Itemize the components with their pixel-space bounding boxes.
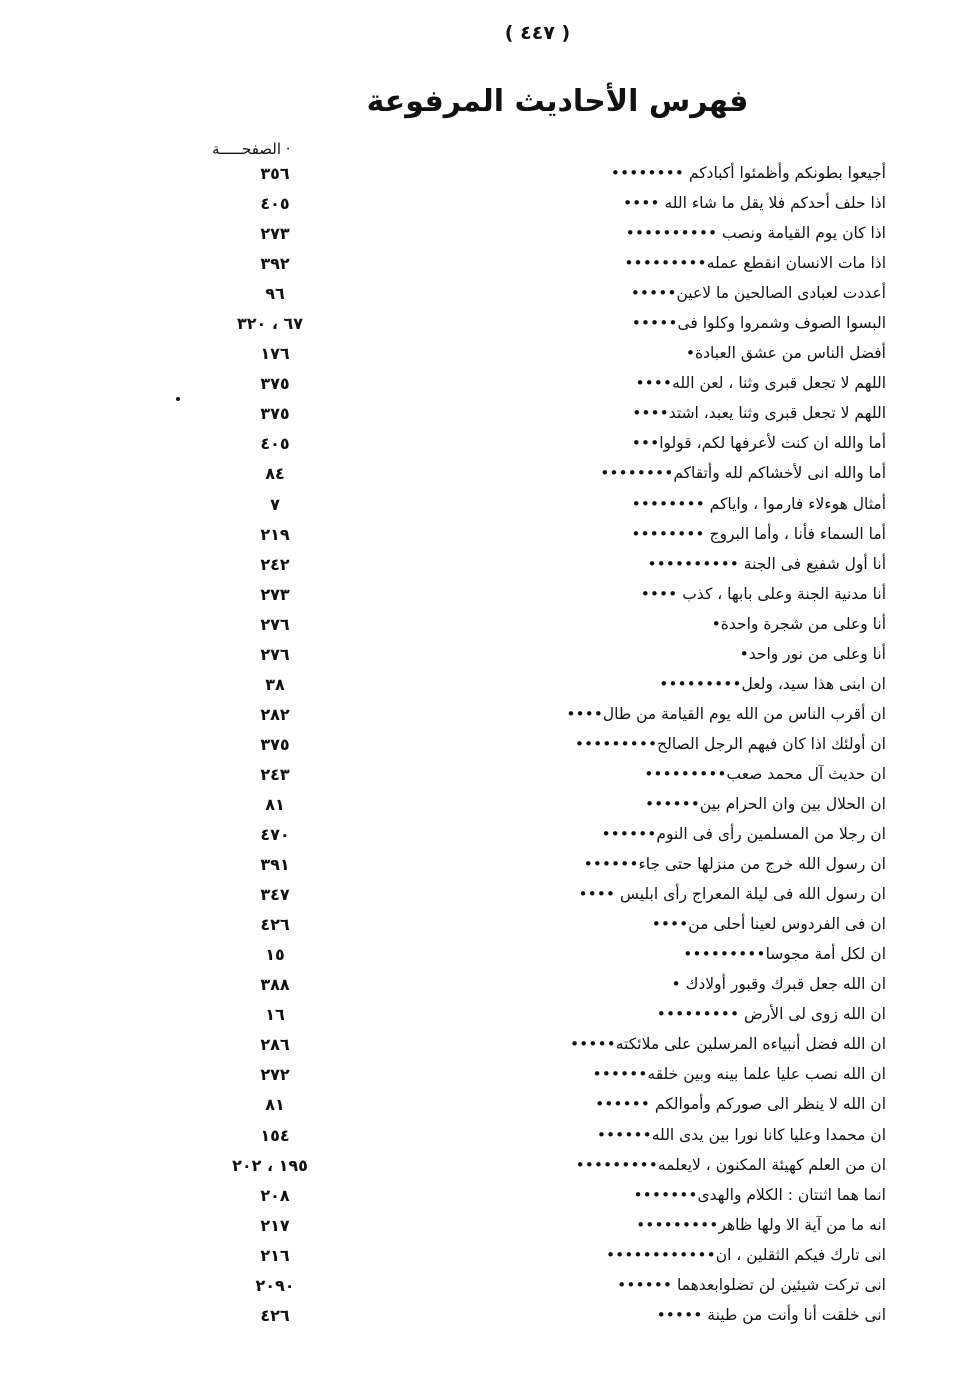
- hadith-text: اللهم لا تجعل قبرى وثنا ، لعن الله••••: [635, 374, 886, 393]
- index-entry: [0, 1182, 954, 1212]
- index-entry: [0, 701, 954, 731]
- hadith-text: ان لكل أمة مجوسا•••••••••: [683, 945, 886, 964]
- index-entry: [0, 370, 954, 400]
- hadith-text: ان محمدا وعليا كانا نورا بين يدى الله••••••: [596, 1125, 886, 1144]
- hadith-text: انى تارك فيكم الثقلين ، ان••••••••••••: [606, 1245, 886, 1264]
- hadith-text: ان الله لا ينظر الى صوركم وأموالكم ••••••: [595, 1095, 886, 1114]
- page-reference: ٢٠٩٠: [255, 1275, 295, 1295]
- index-entry: [0, 250, 954, 280]
- hadith-text: ان من العلم كهيئة المكنون ، لايعلمه•••••••••: [575, 1155, 886, 1174]
- index-entry: [0, 190, 954, 220]
- hadith-index-list: [0, 160, 954, 1332]
- index-entry: [0, 911, 954, 941]
- index-entry: [0, 220, 954, 250]
- page-reference: ١٧٦: [260, 344, 290, 364]
- index-entry: [0, 491, 954, 521]
- hadith-text: أعددت لعبادى الصالحين ما لاعين•••••: [630, 284, 886, 303]
- page-reference: ٧: [270, 494, 280, 514]
- index-entry: [0, 340, 954, 370]
- index-entry: [0, 1152, 954, 1182]
- page-reference: ٦٧ ، ٣٢٠: [236, 314, 304, 334]
- page-reference: ٢١٩: [260, 524, 290, 544]
- hadith-text: ان رسول الله فى ليلة المعراج رأى ابليس ••••: [578, 885, 886, 904]
- hadith-text: ان الله جعل قبرك وقبور أولادك •: [671, 975, 886, 994]
- index-entry: [0, 581, 954, 611]
- index-entry: [0, 971, 954, 1001]
- hadith-text: ان رسول الله خرج من منزلها حتى جاء••••••: [583, 855, 886, 874]
- page-reference: ٢٧٣: [260, 224, 290, 244]
- page-reference: ٢١٧: [260, 1215, 290, 1235]
- hadith-text: انى خلقت أنا وأنت من طينة •••••: [656, 1305, 886, 1324]
- hadith-text: انى تركت شيئين لن تضلوابعدهما ••••••: [617, 1275, 886, 1294]
- index-entry: [0, 400, 954, 430]
- page-column-header: · الصفحـــــة: [212, 140, 291, 158]
- hadith-text: ان حديث آل محمد صعب•••••••••: [644, 764, 886, 783]
- hadith-text: أما والله انى لأخشاكم لله وأتقاكم••••••••: [600, 464, 886, 483]
- index-entry: [0, 1242, 954, 1272]
- page-reference: ٤٧٠: [260, 825, 290, 845]
- page-reference: ٢١٦: [260, 1245, 290, 1265]
- page-reference: ٢٤٣: [260, 764, 290, 784]
- hadith-text: ان فى الفردوس لعينا أحلى من••••: [651, 915, 886, 934]
- index-entry: [0, 1272, 954, 1302]
- index-entry: [0, 671, 954, 701]
- page-reference: ٢٨٦: [260, 1035, 290, 1055]
- index-entry: [0, 1061, 954, 1091]
- hadith-text: ان الحلال بين وان الحرام بين••••••: [645, 794, 886, 813]
- index-entry: [0, 460, 954, 490]
- page-reference: ٩٦: [265, 284, 285, 304]
- hadith-text: ان ابنى هذا سيد، ولعل•••••••••: [659, 674, 886, 693]
- page-reference: ٤٠٥: [260, 434, 290, 454]
- hadith-text: ان أولئك اذا كان فيهم الرجل الصالح•••••••••: [574, 734, 886, 753]
- page-reference: ٨١: [265, 1095, 285, 1115]
- page-reference: ٢٧٦: [260, 644, 290, 664]
- hadith-text: اذا حلف أحدكم فلا يقل ما شاء الله ••••: [622, 194, 886, 213]
- index-entry: [0, 1122, 954, 1152]
- index-entry: [0, 1031, 954, 1061]
- hadith-text: أجيعوا بطونكم وأظمئوا أكبادكم ••••••••: [610, 164, 886, 182]
- page-reference: ٣٧٥: [260, 374, 290, 394]
- index-entry: [0, 761, 954, 791]
- page-reference: ٢٧٢: [260, 1065, 290, 1085]
- hadith-text: أنا وعلى من نور واحد•: [739, 644, 886, 663]
- page-reference: ٣٧٥: [260, 404, 290, 424]
- page-reference: ٢٠٨: [260, 1185, 290, 1205]
- page-reference: ٣٥٦: [260, 164, 290, 183]
- page-reference: ٢٤٢: [260, 554, 290, 574]
- index-entry: [0, 791, 954, 821]
- page-reference: ٣٨٨: [260, 975, 290, 995]
- hadith-text: ان الله زوى لى الأرض •••••••••: [656, 1005, 886, 1024]
- hadith-text: ان أقرب الناس من الله يوم القيامة من طال••••: [566, 704, 886, 723]
- hadith-text: أمثال هوءلاء فارموا ، واياكم ••••••••: [631, 494, 886, 513]
- page-reference: ٢٨٢: [260, 704, 290, 724]
- index-entry: [0, 881, 954, 911]
- index-entry: [0, 280, 954, 310]
- index-entry: [0, 1212, 954, 1242]
- page-reference: ٣٧٥: [260, 734, 290, 754]
- page-reference: ٤٢٦: [260, 915, 290, 935]
- page-reference: ٨٤: [265, 464, 285, 484]
- page-reference: ٢٧٦: [260, 614, 290, 634]
- page-reference: ١٦: [265, 1005, 285, 1025]
- hadith-text: اذا مات الانسان انقطع عمله•••••••••: [624, 254, 886, 273]
- page-reference: ٤٢٦: [260, 1305, 290, 1325]
- index-entry: [0, 310, 954, 340]
- hadith-text: البسوا الصوف وشمروا وكلوا فى•••••: [631, 314, 886, 333]
- page-number: ( ٤٤٧ ): [504, 22, 571, 44]
- page-reference: ٣٩١: [260, 855, 290, 875]
- page-reference: ٣٩٢: [260, 254, 290, 274]
- page-title: فهرس الأحاديث المرفوعة: [366, 84, 749, 119]
- index-entry: [0, 941, 954, 971]
- index-entry: [0, 1091, 954, 1121]
- index-entry: [0, 641, 954, 671]
- page-reference: ٣٤٧: [260, 885, 290, 905]
- index-entry: [0, 521, 954, 551]
- index-entry: [0, 1302, 954, 1332]
- index-entry: [0, 1001, 954, 1031]
- hadith-text: ان رجلا من المسلمين رأى فى النوم••••••: [601, 825, 886, 844]
- page-reference: ٢٧٣: [260, 584, 290, 604]
- hadith-text: انه ما من آية الا ولها ظاهر•••••••••: [636, 1215, 886, 1234]
- hadith-text: أفضل الناس من عشق العبادة•: [685, 344, 886, 363]
- hadith-text: انما هما اثنتان : الكلام والهدى•••••••: [633, 1185, 886, 1204]
- hadith-text: أنا أول شفيع فى الجنة ••••••••••: [647, 554, 886, 573]
- hadith-text: ان الله نصب عليا علما بينه وبين خلقه••••••: [592, 1065, 886, 1084]
- hadith-text: ان الله فضل أنبياءه المرسلين على ملائكته•••••: [570, 1035, 886, 1054]
- page-reference: ١٥: [265, 945, 285, 965]
- index-entry: [0, 731, 954, 761]
- hadith-text: أنا مدنية الجنة وعلى بابها ، كذب ••••: [640, 584, 886, 603]
- page-reference: ١٥٤: [260, 1125, 290, 1145]
- index-entry: [0, 160, 954, 190]
- page-reference: ٤٠٥: [260, 194, 290, 214]
- hadith-text: أنا وعلى من شجرة واحدة•: [711, 614, 886, 633]
- index-entry: [0, 611, 954, 641]
- index-entry: [0, 851, 954, 881]
- hadith-text: أما السماء فأنا ، وأما البروج ••••••••: [631, 524, 886, 543]
- hadith-text: اذا كان يوم القيامة ونصب ••••••••••: [625, 224, 886, 243]
- page-reference: ١٩٥ ، ٢٠٢: [232, 1155, 308, 1175]
- page-reference: ٨١: [265, 794, 285, 814]
- hadith-text: أما والله ان كنت لأعرفها لكم، قولوا•••: [631, 434, 886, 453]
- index-entry: [0, 821, 954, 851]
- page-reference: ٣٨: [265, 674, 285, 694]
- index-entry: [0, 430, 954, 460]
- hadith-text: اللهم لا تجعل قبرى وثنا يعبد، اشتد••••: [632, 404, 886, 423]
- index-entry: [0, 551, 954, 581]
